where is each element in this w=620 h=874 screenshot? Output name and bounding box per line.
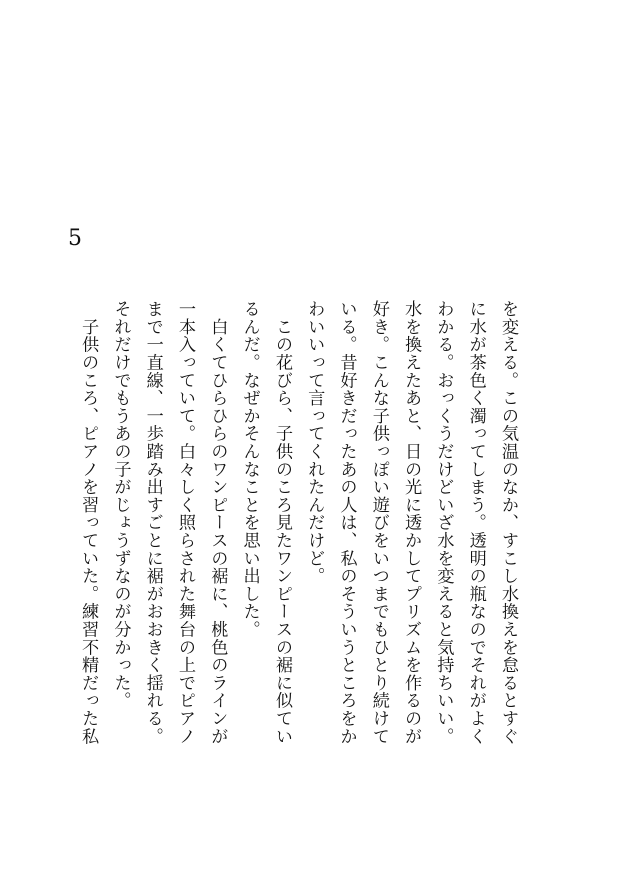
body-text — [72, 300, 524, 800]
page-number: 5 — [68, 226, 82, 251]
paragraph-2: この花びら、子供のころ見たワンピースの裾に似てい るんだ。なぜかそんなことを思い出した。 — [239, 300, 292, 745]
paragraph-1: を変える。この気温のなか、すこし水換えを怠るとすぐ に水が茶色く濁ってしまう。透明の瓶なのでそれがよく わかる。おっくうだけどいざ水を変えると気持ちいい。 水を換えたあと、日の光に透かしてプリズムを作るのが 好き。こんな子供っぽい遊びをいつまでもひとり続けて いる。昔好きだったあの人は、私のそういうところをか わいいって言ってくれたんだけど。 — [304, 300, 518, 745]
paragraph-4: 子供のころ、ピアノを習っていた。練習不精だった私 — [78, 300, 99, 745]
paragraph-3: 白くてひらひらのワンピースの裾に、桃色のラインが 一本入っていて。白々しく照らされた舞台の上でピアノ まで一直線、一歩踏み出すごとに裾がおおきく揺れる。 それだけでもうあの子がじょうずなのが分かった。 — [110, 300, 228, 745]
